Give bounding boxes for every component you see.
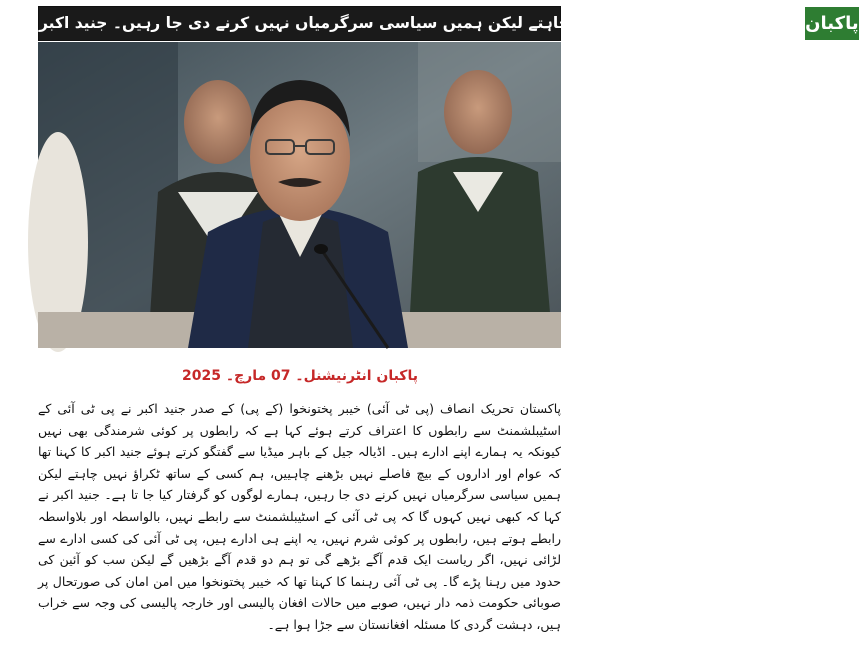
article-body <box>38 398 561 644</box>
brand-logo: پاکبان <box>805 7 858 40</box>
article-paragraph: پاکستان تحریک انصاف (پی ٹی آئی) خیبر پختونخوا (کے پی) کے صدر جنید اکبر نے پی ٹی آئی کے اسٹیبلشمنٹ سے رابطوں کا اعتراف کرتے ہوئے کہا ہے کہ رابطوں پر کوئی شرمندگی بھی نہیں کیونکہ یہ ہمارے اپنے ادارے ہیں۔ اڈیالہ جیل کے باہر میڈیا سے گفتگو کرتے ہوئے جنید اکبر کا کہنا تھا کہ عوام اور اداروں کے بیچ فاصلے نہیں بڑھنے چاہییں، ہم کسی کے ساتھ ٹکراؤ نہیں چاہتے لیکن ہمیں سیاسی سرگرمیاں نہیں کرنے دی جا رہیں، ہمارے لوگوں کو گرفتار کیا جا تا ہے۔ جنید اکبر نے کہا کہ کبھی نہیں کہوں گا کہ پی ٹی آئی کے اسٹیبلشمنٹ سے رابطے نہیں، بالواسطہ اور بلاواسطہ رابطے ہوتے ہیں، رابطوں پر کوئی شرم نہیں، یہ اپنے ہی ادارے ہیں، پی ٹی آئی کی کسی ادارے سے لڑائی نہیں، اگر ریاست ایک قدم آگے بڑھے گی تو ہم دو قدم آگے بڑھیں گے لیکن سب کو آئین کی حدود میں رہنا پڑے گا۔ پی ٹی آئی رہنما کا کہنا تھا کہ خیبر پختونخوا میں امن امان کی صورتحال پر صوبائی حکومت ذمہ دار نہیں، صوبے میں حالات افغان پالیسی اور خارجہ پالیسی کی وجہ سے خراب ہیں، دہشت گردی کا مسئلہ افغانستان سے جڑا ہوا ہے۔ <box>38 401 561 632</box>
headline-text: ہم کسی کے ساتھ ٹکراؤ نہیں چاہتے لیکن ہمیں سیاسی سرگرمیاں نہیں کرنے دی جا رہیں۔ جنید اکبر <box>39 14 798 32</box>
news-photo <box>38 42 561 348</box>
byline-date: پاکبان انٹرنیشنل۔ 07 مارچ۔ 2025 <box>182 368 418 384</box>
headline-banner <box>38 6 859 41</box>
